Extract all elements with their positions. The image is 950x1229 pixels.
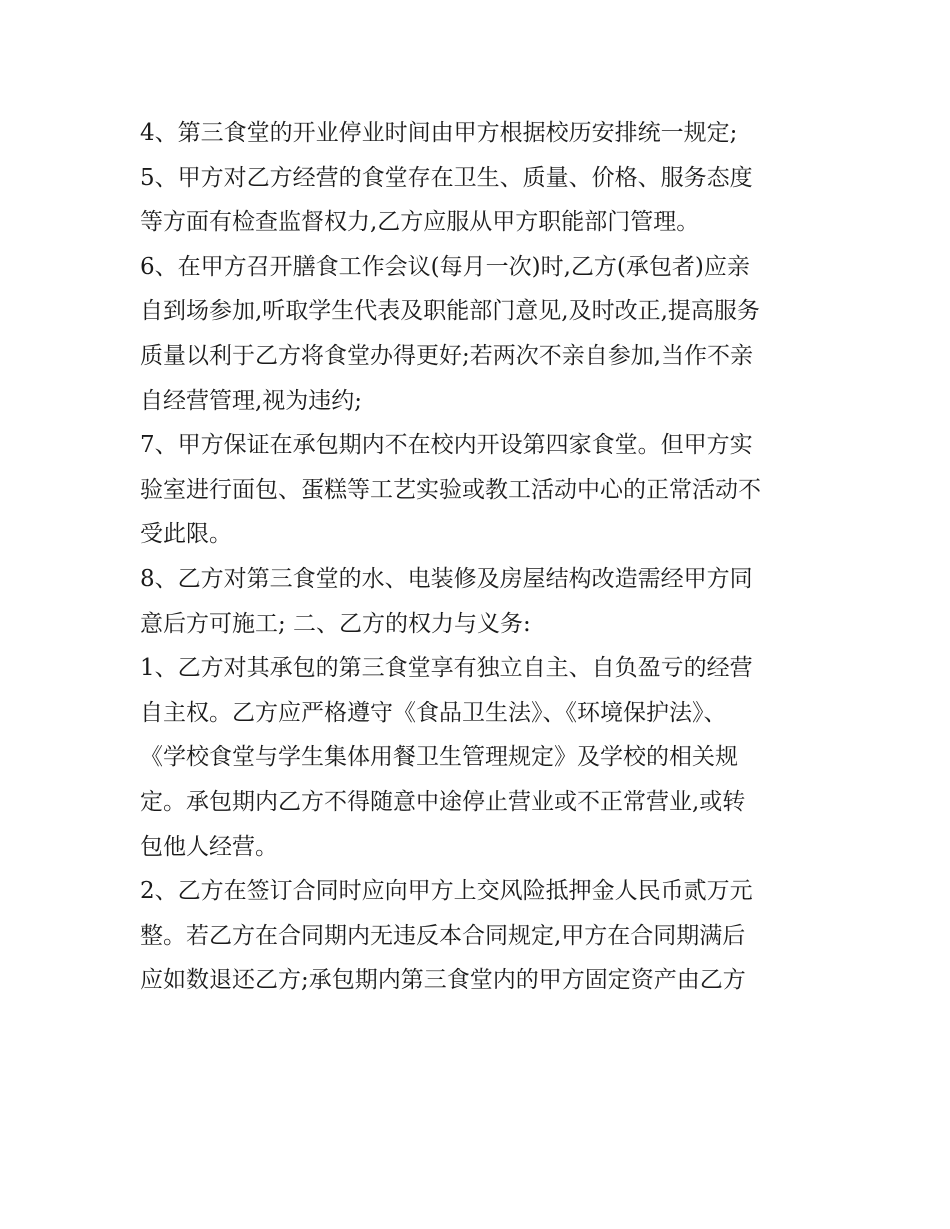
text-line: 自经营管理,视为违约; xyxy=(140,387,363,414)
text-line: 《学校食堂与学生集体用餐卫生管理规定》及学校的相关规 xyxy=(140,744,738,771)
text-line: 验室进行面包、蛋糕等工艺实验或教工活动中心的正常活动不 xyxy=(140,476,761,503)
text-line: 意后方可施工; 二、乙方的权力与义务: xyxy=(140,610,531,637)
text-line: 自主权。乙方应严格遵守《食品卫生法》、《环境保护法》、 xyxy=(140,699,727,726)
text-line: 质量以利于乙方将食堂办得更好;若两次不亲自参加,当作不亲 xyxy=(140,342,754,369)
text-line: 2、乙方在签订合同时应向甲方上交风险抵押金人民币贰万元 xyxy=(140,878,753,905)
text-line: 包他人经营。 xyxy=(140,833,278,860)
text-line: 6、在甲方召开膳食工作会议(每月一次)时,乙方(承包者)应亲 xyxy=(140,253,750,280)
text-line: 自到场参加,听取学生代表及职能部门意见,及时改正,提高服务 xyxy=(140,298,760,325)
text-line: 8、乙方对第三食堂的水、电装修及房屋结构改造需经甲方同 xyxy=(140,565,753,592)
text-line: 5、甲方对乙方经营的食堂存在卫生、质量、价格、服务态度 xyxy=(140,164,753,191)
document-body xyxy=(140,111,830,1003)
text-line: 1、乙方对其承包的第三食堂享有独立自主、自负盈亏的经营 xyxy=(140,655,753,682)
text-line: 应如数退还乙方;承包期内第三食堂内的甲方固定资产由乙方 xyxy=(140,967,746,994)
text-line: 受此限。 xyxy=(140,521,232,548)
text-line: 整。若乙方在合同期内无违反本合同规定,甲方在合同期满后 xyxy=(140,922,746,949)
text-line: 7、甲方保证在承包期内不在校内开设第四家食堂。但甲方实 xyxy=(140,432,753,459)
text-line: 等方面有检查监督权力,乙方应服从甲方职能部门管理。 xyxy=(140,209,700,236)
text-line: 4、第三食堂的开业停业时间由甲方根据校历安排统一规定; xyxy=(140,120,738,146)
text-line: 定。承包期内乙方不得随意中途停止营业或不正常营业,或转 xyxy=(140,788,746,815)
